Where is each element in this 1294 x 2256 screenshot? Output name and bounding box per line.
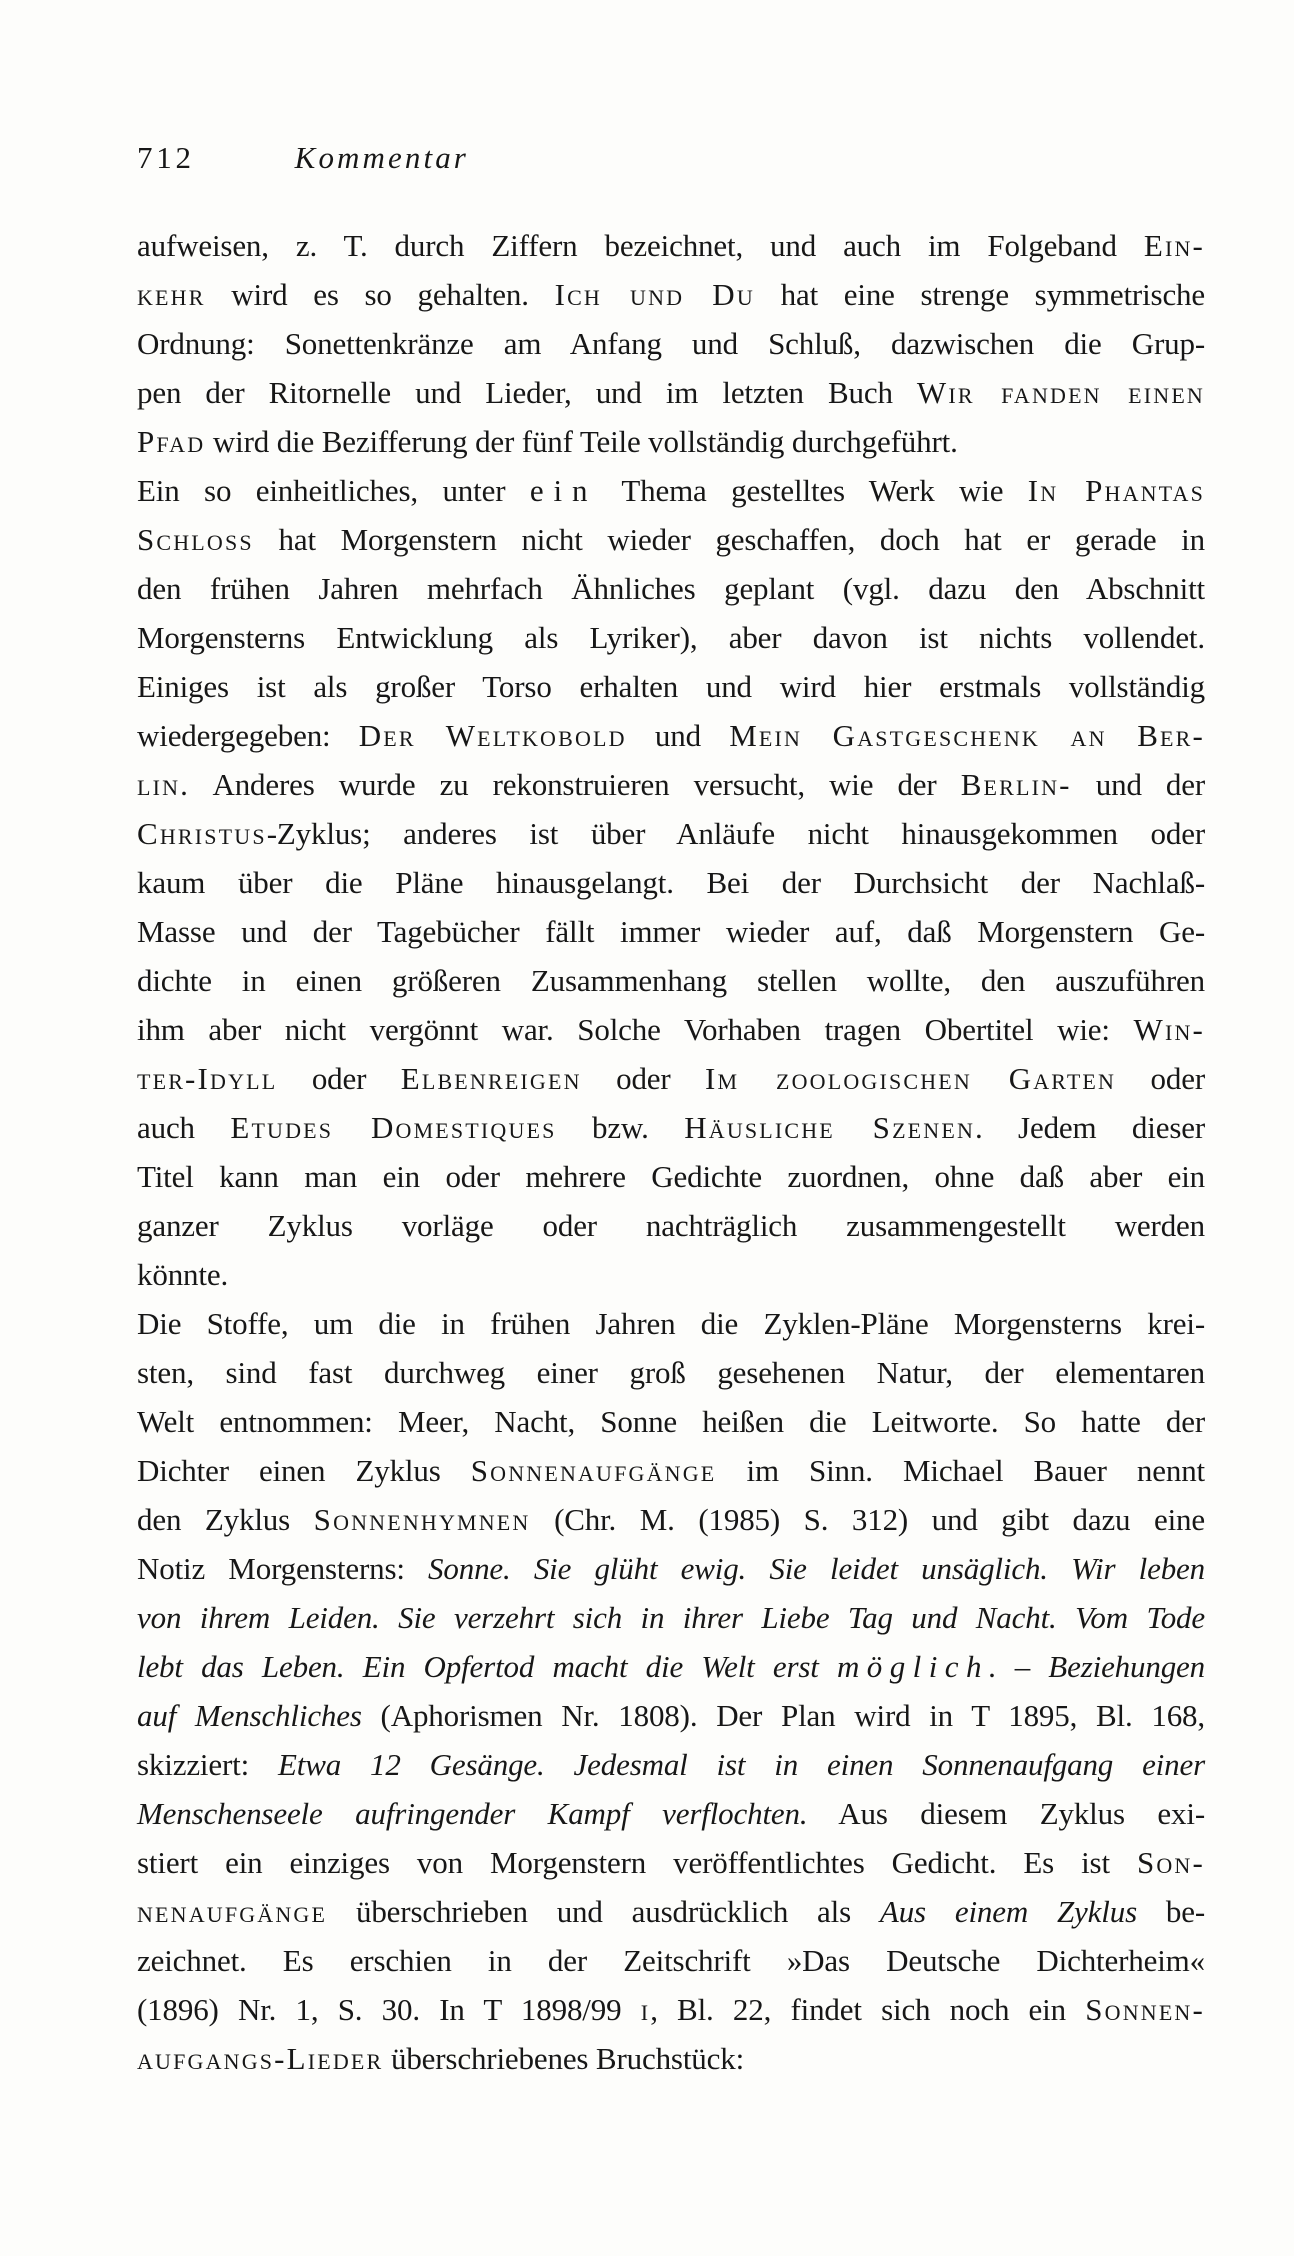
text-segment: Morgensterns Entwicklung als Lyriker), aber davon ist nichts vollendet. [137, 620, 1205, 655]
text-line [137, 1397, 1205, 1446]
text-segment-sc: Sonnen- [1085, 1992, 1205, 2027]
text-line [137, 907, 1205, 956]
text-segment: Anderes wurde zu rekonstruieren versucht, wie der [190, 767, 961, 802]
text-segment-sc: Ein- [1143, 228, 1205, 263]
text-segment-isp: möglich [836, 1649, 989, 1684]
text-segment: den Zyklus [137, 1502, 314, 1537]
text-segment: , Bl. 22, findet sich noch ein [650, 1992, 1086, 2027]
text-segment: oder [581, 1061, 706, 1096]
text-segment: oder [277, 1061, 401, 1096]
text-line [137, 711, 1205, 760]
text-segment-sc: Im zoologischen Garten [705, 1061, 1117, 1096]
text-segment-sc: Pfad [137, 424, 206, 459]
text-segment: aufweisen, z. T. durch Ziffern bezeichnet, und auch im Folgeband [137, 228, 1144, 263]
text-line [137, 1838, 1205, 1887]
text-segment-i: lebt das Leben. Ein Opfertod macht die Welt erst [137, 1649, 837, 1684]
text-line [137, 1691, 1205, 1740]
text-segment: Thema gestelltes Werk wie [597, 473, 1028, 508]
text-segment-i: von ihrem Leiden. Sie verzehrt sich in ihrer Liebe Tag und Nacht. Vom Tode [137, 1600, 1205, 1635]
text-segment: oder [1116, 1061, 1206, 1096]
text-segment-i: . – Beziehungen [988, 1649, 1205, 1684]
text-line [137, 1544, 1205, 1593]
text-line [137, 613, 1205, 662]
text-segment: hat eine strenge symmetrische [754, 277, 1205, 312]
text-segment: pen der Ritornelle und Lieder, und im letzten Buch [137, 375, 917, 410]
text-segment-sc: Elbenreigen [400, 1061, 582, 1096]
text-segment-i: Menschenseele aufringender Kampf verflochten. [137, 1796, 808, 1831]
text-line [137, 564, 1205, 613]
text-line [137, 1985, 1205, 2034]
text-segment-sc: Schloss [137, 522, 254, 557]
text-line [137, 1593, 1205, 1642]
text-segment-sp: ein [529, 473, 598, 508]
text-line [137, 1789, 1205, 1838]
text-segment: könnte. [137, 1257, 229, 1292]
text-segment: Dichter einen Zyklus [137, 1453, 471, 1488]
text-segment: Ein so einheitliches, unter [137, 473, 530, 508]
text-segment-sc: Der Weltkobold [358, 718, 627, 753]
text-segment: Die Stoffe, um die in frühen Jahren die Zyklen-Pläne Morgensterns krei- [137, 1306, 1205, 1341]
text-line [137, 1642, 1205, 1691]
page-number: 712 [137, 140, 195, 175]
text-segment: bzw. [556, 1110, 685, 1145]
text-segment-i: Etwa 12 Gesänge. Jedesmal ist in einen Sonnenaufgang einer [278, 1747, 1205, 1782]
text-segment: im Sinn. Michael Bauer nennt [716, 1453, 1205, 1488]
running-title: Kommentar [294, 140, 469, 175]
text-segment: wird die Bezifferung der fünf Teile vollständig durchgeführt. [205, 424, 958, 459]
text-segment: und der [1071, 767, 1206, 802]
text-segment: auch [137, 1110, 231, 1145]
text-segment: hat Morgenstern nicht wieder geschaffen, doch hat er gerade in [253, 522, 1205, 557]
text-line [137, 956, 1205, 1005]
text-segment-sc: In Phantas [1027, 473, 1205, 508]
text-segment: stiert ein einziges von Morgenstern veröffentlichtes Gedicht. Es ist [137, 1845, 1137, 1880]
text-segment-sc: Son- [1136, 1845, 1205, 1880]
text-line [137, 662, 1205, 711]
text-segment: sten, sind fast durchweg einer groß gesehenen Natur, der elementaren [137, 1355, 1205, 1390]
text-segment: Aus diesem Zyklus exi- [807, 1796, 1205, 1831]
text-segment: Welt entnommen: Meer, Nacht, Sonne heißen die Leitworte. So hatte der [137, 1404, 1205, 1439]
text-segment: Titel kann man ein oder mehrere Gedichte zuordnen, ohne daß aber ein [137, 1159, 1205, 1194]
text-segment: Ordnung: Sonettenkränze am Anfang und Schluß, dazwischen die Grup- [137, 326, 1205, 361]
body-text [137, 221, 1205, 2083]
text-segment-sc: Häusliche Szenen [684, 1110, 976, 1145]
text-line [137, 1740, 1205, 1789]
text-segment: überschrieben und ausdrücklich als [327, 1894, 880, 1929]
text-line [137, 1446, 1205, 1495]
text-line [137, 221, 1205, 270]
text-segment-sc: kehr [137, 277, 206, 312]
text-segment: dichte in einen größeren Zusammenhang stellen wollte, den auszuführen [137, 963, 1205, 998]
text-segment-sc: Berlin- [960, 767, 1072, 802]
text-segment: . Jedem dieser [975, 1110, 1205, 1145]
text-segment-sc: lin. [137, 767, 191, 802]
text-segment: skizziert: [137, 1747, 278, 1782]
text-segment-sc: Etudes Domestiques [230, 1110, 557, 1145]
text-segment: be- [1136, 1894, 1205, 1929]
text-segment-sc: Christus [137, 816, 267, 851]
text-line [137, 1201, 1205, 1250]
text-segment: (Chr. M. (1985) S. 312) und gibt dazu eine [530, 1502, 1205, 1537]
text-segment: wiedergegeben: [137, 718, 359, 753]
text-line [137, 466, 1205, 515]
text-line [137, 1495, 1205, 1544]
text-segment-i: auf Menschliches [137, 1698, 362, 1733]
text-line [137, 1152, 1205, 1201]
text-line [137, 1348, 1205, 1397]
text-segment-sc: Sonnenaufgänge [470, 1453, 717, 1488]
text-line [137, 1005, 1205, 1054]
text-line [137, 760, 1205, 809]
text-line [137, 417, 1205, 466]
text-segment-sc: Win- [1133, 1012, 1205, 1047]
text-segment: ganzer Zyklus vorläge oder nachträglich zusammengestellt werden [137, 1208, 1205, 1243]
text-segment: kaum über die Pläne hinausgelangt. Bei der Durchsicht der Nachlaß- [137, 865, 1205, 900]
text-line [137, 1887, 1205, 1936]
text-segment: den frühen Jahren mehrfach Ähnliches geplant (vgl. dazu den Abschnitt [137, 571, 1205, 606]
text-line [137, 1936, 1205, 1985]
text-line [137, 2034, 1205, 2083]
text-segment-sc: aufgangs-Lieder [137, 2041, 384, 2076]
text-line [137, 1299, 1205, 1348]
text-segment: Masse und der Tagebücher fällt immer wieder auf, daß Morgenstern Ge- [137, 914, 1205, 949]
text-segment: wird es so gehalten. [205, 277, 555, 312]
text-segment: Notiz Morgensterns: [137, 1551, 429, 1586]
text-segment-sc: Wir fanden einen [916, 375, 1205, 410]
text-line [137, 1103, 1205, 1152]
text-segment: ihm aber nicht vergönnt war. Solche Vorhaben tragen Obertitel wie: [137, 1012, 1134, 1047]
text-line [137, 319, 1205, 368]
text-segment-sc: Sonnenhymnen [313, 1502, 531, 1537]
text-line [137, 270, 1205, 319]
text-segment-sc: Mein Gastgeschenk an Ber- [729, 718, 1206, 753]
text-segment: (1896) Nr. 1, S. 30. In T 1898/99 [137, 1992, 641, 2027]
text-line [137, 858, 1205, 907]
text-segment: überschriebenes Bruchstück: [383, 2041, 745, 2076]
text-segment: und [626, 718, 730, 753]
text-segment-i: Aus einem Zyklus [879, 1894, 1137, 1929]
text-segment-i: Sonne. Sie glüht ewig. Sie leidet unsäglich. Wir leben [428, 1551, 1205, 1586]
text-segment-sc: Ich und Du [554, 277, 755, 312]
text-segment: zeichnet. Es erschien in der Zeitschrift »Das Deutsche Dichterheim« [137, 1943, 1205, 1978]
text-line [137, 1250, 1205, 1299]
page-header [137, 138, 469, 178]
text-segment: -Zyklus; anderes ist über Anläufe nicht hinausgekommen oder [266, 816, 1205, 851]
text-line [137, 368, 1205, 417]
text-segment-sc: nenaufgänge [137, 1894, 328, 1929]
text-segment: Einiges ist als großer Torso erhalten und wird hier erstmals vollständig [137, 669, 1205, 704]
text-segment: (Aphorismen Nr. 1808). Der Plan wird in T 1895, Bl. 168, [361, 1698, 1205, 1733]
text-line [137, 515, 1205, 564]
text-segment-sc: i [640, 1992, 651, 2027]
text-line [137, 809, 1205, 858]
text-line [137, 1054, 1205, 1103]
text-segment-sc: ter-Idyll [137, 1061, 278, 1096]
